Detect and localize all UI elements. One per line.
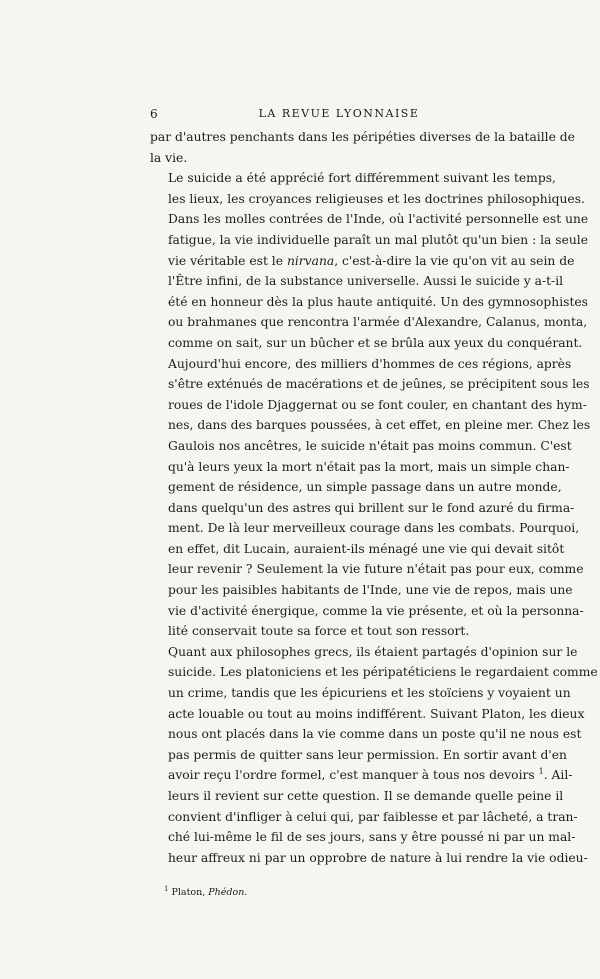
body-text	[150, 127, 598, 868]
text-line: pour les paisibles habitants de l'Inde, une vie de repos, mais une	[168, 583, 573, 598]
text-line: Le suicide a été apprécié fort différemment suivant les temps,	[168, 171, 556, 186]
text-line: lité conservait toute sa force et tout son ressort.	[168, 624, 470, 639]
text-line: acte louable ou tout au moins indifférent. Suivant Platon, les dieux	[168, 706, 585, 721]
text-line: les lieux, les croyances religieuses et les doctrines philosophiques.	[168, 191, 585, 206]
text-line: pas permis de quitter sans leur permission. En sortir avant d'en	[168, 747, 567, 762]
italic-term: nirvana	[286, 253, 335, 268]
page-number: 6	[150, 107, 158, 121]
text-line: dans quelqu'un des astres qui brillent sur le fond azuré du firma-	[168, 500, 575, 515]
text-line: ou brahmanes que rencontra l'armée d'Alexandre, Calanus, monta,	[168, 315, 588, 330]
text-line: ment. De là leur merveilleux courage dans les combats. Pourquoi,	[168, 521, 580, 536]
text-line: vie d'activité énergique, comme la vie présente, et où la personna-	[168, 603, 584, 618]
text-line: nes, dans des barques poussées, à cet effet, en pleine mer. Chez les	[168, 418, 591, 433]
text-line: Aujourd'hui encore, des milliers d'hommes de ces régions, après	[168, 356, 572, 371]
page	[150, 107, 598, 901]
text-line: roues de l'idole Djaggernat ou se font couler, en chantant des hym-	[168, 397, 587, 412]
text-line: un crime, tandis que les épicuriens et les stoïciens y voyaient un	[168, 686, 571, 701]
text-line: en effet, dit Lucain, auraient-ils ménagé une vie qui devait sitôt	[168, 541, 565, 556]
text-line: s'être exténués de macérations et de jeûnes, se précipitent sous les	[168, 377, 590, 392]
text-line: comme on sait, sur un bûcher et se brûla aux yeux du conquérant.	[168, 335, 583, 350]
text-line: leur revenir ? Seulement la vie future n'était pas pour eux, comme	[168, 562, 584, 577]
text-line: suicide. Les platoniciens et les péripatéticiens le regardaient comme	[168, 665, 598, 680]
text-line: par d'autres penchants dans les péripéties diverses de la bataille de	[150, 130, 575, 144]
text-line: Quant aux philosophes grecs, ils étaient partagés d'opinion sur le	[168, 644, 578, 659]
footnote-mark: 1	[164, 885, 169, 894]
text-line: été en honneur dès la plus haute antiquité. Un des gymnosophistes	[168, 294, 588, 309]
paragraph	[150, 168, 591, 642]
text-line: qu'à leurs yeux la mort n'était pas la mort, mais un simple chan-	[168, 459, 570, 474]
text-line: la vie.	[150, 150, 188, 165]
text-line: l'Être infini, de la substance universelle. Aussi le suicide y a-t-il	[168, 274, 564, 289]
text-line: gement de résidence, un simple passage dans un autre monde,	[168, 480, 562, 495]
footnote-reference: 1	[538, 767, 544, 777]
text-line: leurs il revient sur cette question. Il se demande quelle peine il	[168, 789, 564, 803]
text-line: nous ont placés dans la vie comme dans un poste qu'il ne nous est	[168, 727, 582, 742]
paragraph	[150, 127, 575, 168]
text-line: Gaulois nos ancêtres, le suicide n'était pas moins commun. C'est	[168, 438, 572, 453]
footnote-work: Phédon.	[208, 887, 248, 899]
text-line: convient d'infliger à celui qui, par faiblesse et par lâcheté, a tran-	[168, 809, 578, 824]
running-title: LA REVUE LYONNAISE	[258, 107, 420, 120]
footnote	[164, 882, 528, 900]
text-line: Dans les molles contrées de l'Inde, où l'activité personnelle est une	[168, 212, 589, 227]
running-header	[150, 107, 528, 123]
footnote-author: Platon,	[171, 887, 209, 899]
text-line: vie véritable est le nirvana, c'est-à-dire la vie qu'on vit au sein de	[168, 253, 575, 268]
text-line: fatigue, la vie individuelle paraît un mal plutôt qu'un bien : la seule	[168, 232, 589, 247]
paragraph	[150, 642, 598, 869]
text-line: avoir reçu l'ordre formel, c'est manquer à tous nos devoirs $^1$. Ail-	[168, 767, 573, 783]
text-line: ché lui-même le fil de ses jours, sans y être poussé ni par un mal-	[168, 830, 576, 845]
text-line: heur affreux ni par un opprobre de nature à lui rendre la vie odieu-	[168, 850, 588, 865]
